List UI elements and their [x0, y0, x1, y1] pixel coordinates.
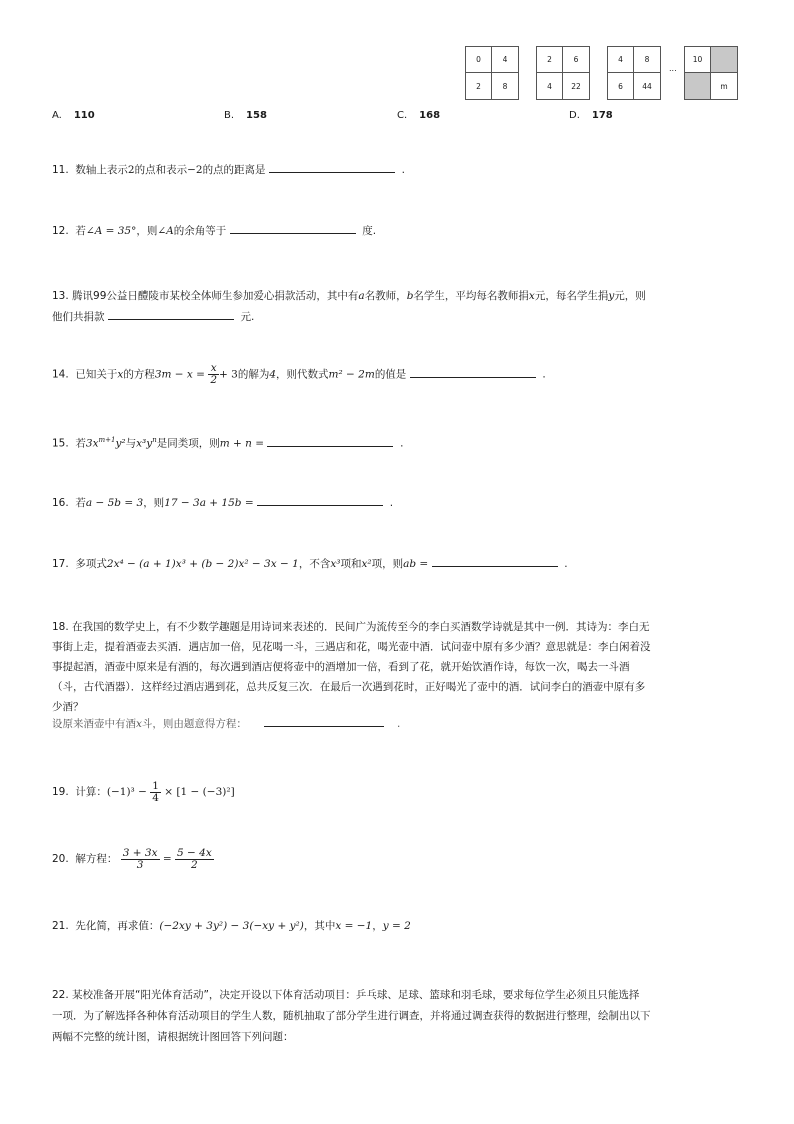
- question-20: 20. 解方程： $\frac{3 + 3x}{3}$ = $\frac{5 - 4x}{2}$: [52, 846, 212, 871]
- option-value: 168: [419, 110, 441, 121]
- answer-blank[interactable]: [230, 222, 356, 234]
- question-15: 15. 若$3x^{m+1}y^2$与$x^3y^n$是同类项，则m + n = .: [52, 436, 404, 450]
- answer-blank[interactable]: [410, 366, 536, 378]
- question-13: 13. 腾讯99公益日醴陵市某校全体师生参加爱心捐款活动，其中有a名教师，b名学生，平均每名教师捐x元，每名学生捐y元，则 他们共捐款 元.: [52, 290, 646, 323]
- option-letter: A.: [52, 110, 62, 121]
- option-a[interactable]: [52, 110, 95, 121]
- grid-cell-shaded: [711, 47, 737, 73]
- number-grid-3: [607, 46, 661, 100]
- grid-cell: 2: [537, 47, 563, 73]
- grid-cell: 44: [642, 81, 652, 91]
- answer-blank[interactable]: [267, 435, 393, 447]
- fraction-right: $\frac{5 - 4x}{2}$: [177, 846, 212, 871]
- answer-blank[interactable]: [264, 715, 384, 727]
- option-letter: D.: [569, 110, 580, 121]
- fraction: $\frac{x}{2}$: [210, 362, 218, 386]
- grid-cell: 4: [537, 73, 563, 99]
- fraction: $\frac{1}{4}$: [152, 779, 159, 804]
- answer-blank[interactable]: [269, 161, 395, 173]
- option-letter: C.: [397, 110, 408, 121]
- option-value: 178: [591, 110, 613, 121]
- answer-blank[interactable]: [108, 308, 234, 320]
- grid-ellipsis: ...: [669, 64, 677, 73]
- question-18: 18. 在我国的数学史上，有不少数学趣题是用诗词来表述的．民间广为流传至今的李白买酒数学诗就是其中一例．其诗为：李白无 事街上走，提着酒壶去买酒．遇店加一倍，见花喝一斗，三遇店和花，喝光壶中酒．试问壶中原有多少酒？意思就是：李白闲着没 事提起酒，酒壶中原来是有酒的，每次遇到酒店便将壶中的酒增加一倍，看到了花，就开始饮酒作诗，每饮一次，喝去一斗酒 （斗，古代酒器）．这样经过酒店遇到花，总共反复三次．在最后一次遇到花时，正好喝光了壶中的酒．试问李白的酒壶中原有多 少酒？: [52, 621, 651, 713]
- question-19: 19. 计算：(−1)³ − $\frac{1}{4}$ × [1 − (−3)²]: [52, 779, 235, 804]
- question-16: 16. 若a − 5b = 3，则17 − 3a + 15b = .: [52, 494, 752, 513]
- grid-cell: 6: [608, 73, 634, 99]
- option-letter: B.: [224, 110, 235, 121]
- grid-cell: 4: [608, 47, 634, 73]
- number-grid-1: [465, 46, 519, 100]
- answer-blank[interactable]: [432, 555, 558, 567]
- fraction-left: $\frac{3 + 3x}{3}$: [122, 846, 158, 871]
- question-17: 17. 多项式2x⁴ − (a + 1)x³ + (b − 2)x² − 3x − 1，不含x³项和x²项，则ab = .: [52, 555, 752, 574]
- option-d[interactable]: [569, 110, 613, 121]
- option-b[interactable]: [224, 110, 267, 121]
- number-grid-2: [536, 46, 590, 100]
- question-14: 14. 已知关于x的方程3m − x = $\frac{x}{2}$ + 3的解为4，则代数式m² − 2m的值是 .: [52, 362, 546, 386]
- question-21: 21. 先化简，再求值：(−2xy + 3y²) − 3(−xy + y²)，其中x = −1，y = 2: [52, 920, 411, 932]
- question-18-subprompt: 设原来酒壶中有酒x斗，则由题意得方程： .: [52, 715, 752, 734]
- grid-cell: 22: [571, 81, 581, 91]
- grid-cell: 8: [634, 47, 660, 73]
- grid-cell: 2: [466, 73, 492, 99]
- question-12: 12. 若∠A = 35°，则∠A的余角等于 度.: [52, 222, 752, 241]
- option-value: 110: [73, 110, 95, 121]
- grid-cell: 6: [563, 47, 589, 73]
- question-22: 22. 某校准备开展“阳光体育活动”，决定开设以下体育活动项目：乒乓球、足球、篮球和羽毛球，要求每位学生必须且只能选择 一项．为了解选择各种体育活动项目的学生人数，随机抽取了部分学生进行调查，并将通过调查获得的数据进行整理，绘制出以下 两幅不完整的统计图，请根据统计图回答下列问题：: [52, 989, 651, 1043]
- option-value: 158: [246, 110, 267, 121]
- question-11: 11. 数轴上表示2的点和表示−2的点的距离是 .: [52, 161, 752, 180]
- number-grid-4: [684, 46, 738, 100]
- grid-cell-shaded: [685, 73, 711, 99]
- grid-cell: 4: [492, 47, 518, 73]
- option-c[interactable]: [397, 110, 440, 121]
- answer-blank[interactable]: [257, 494, 383, 506]
- grid-cell: 10: [685, 47, 711, 73]
- grid-cell: m: [720, 81, 728, 91]
- grid-cell: 8: [502, 81, 508, 91]
- grid-cell: 0: [466, 47, 492, 73]
